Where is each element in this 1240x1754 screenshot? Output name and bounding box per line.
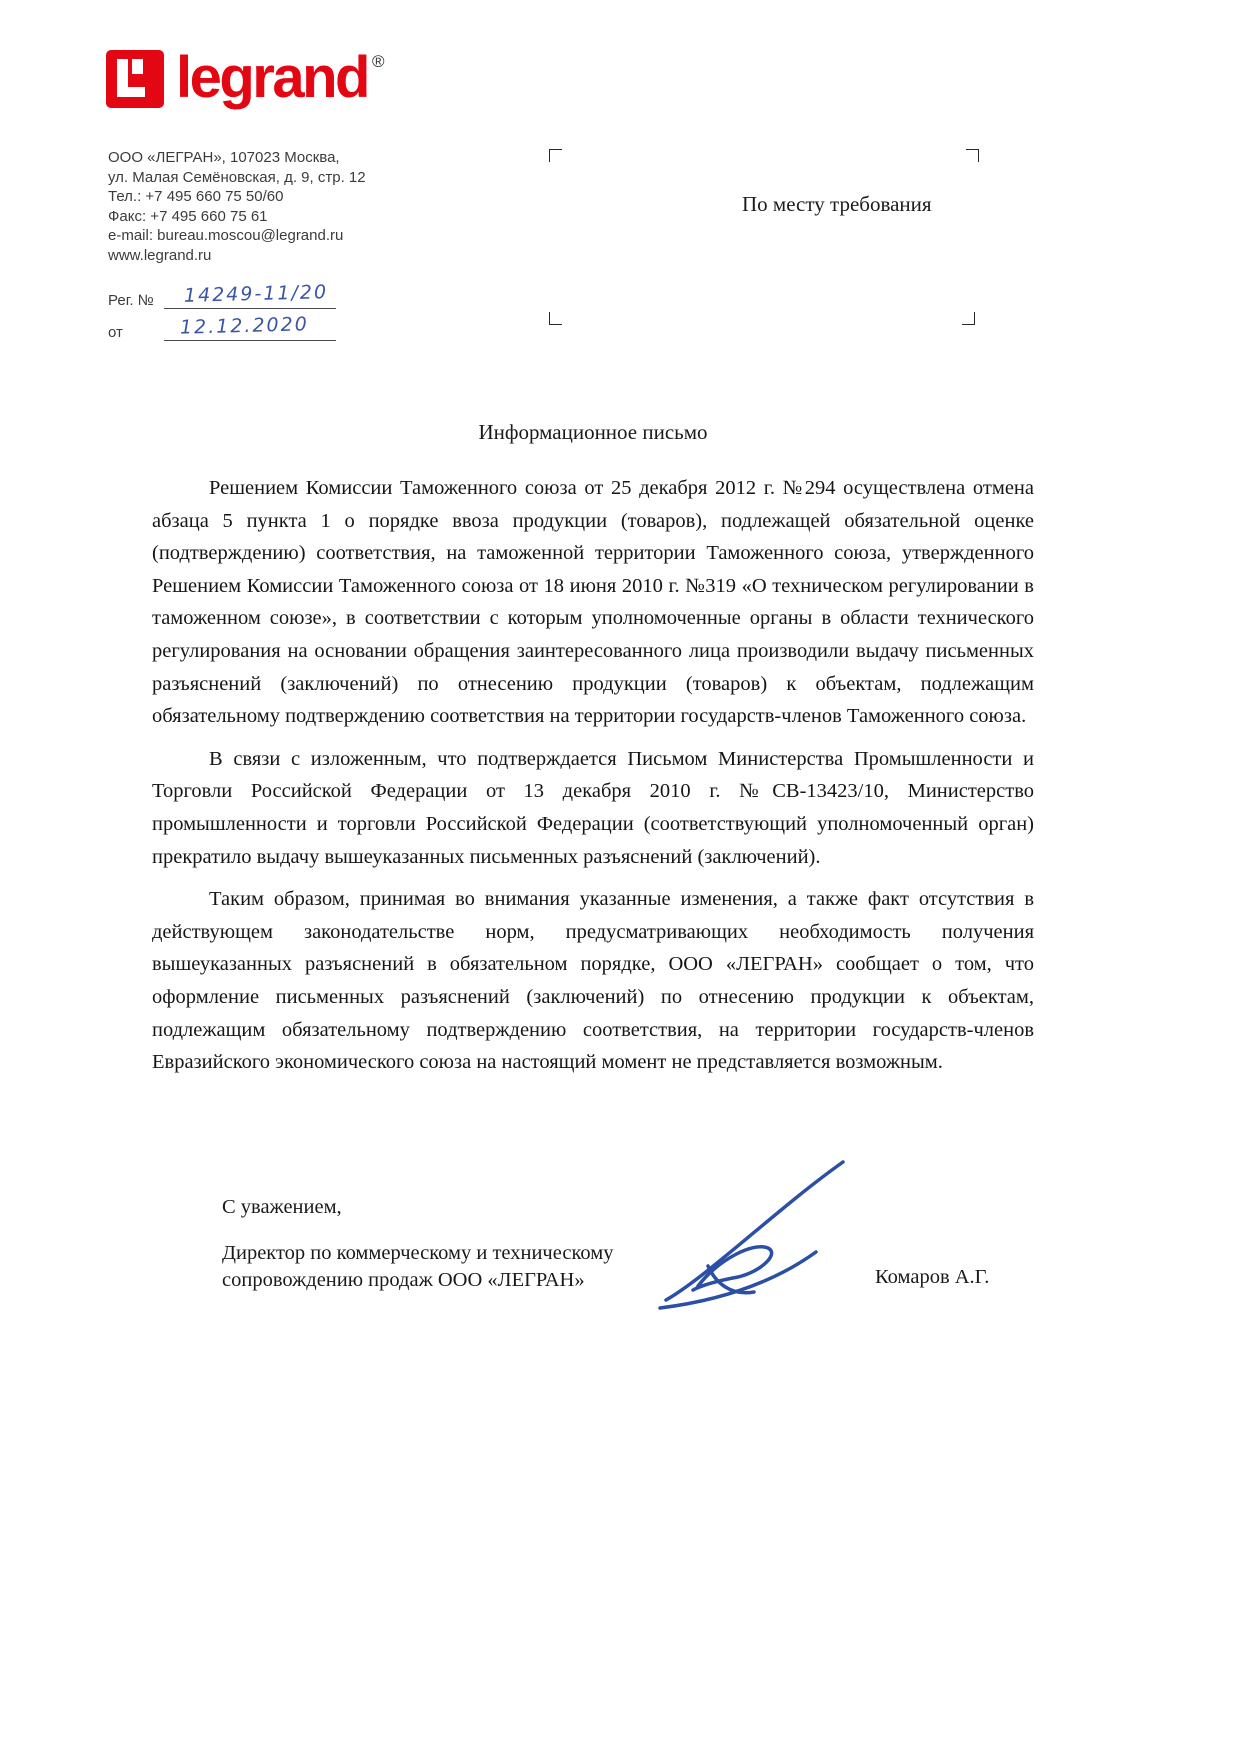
reg-date-label: от bbox=[108, 324, 123, 341]
address-window-corner-mark bbox=[549, 149, 562, 162]
reg-number-label: Рег. № bbox=[108, 292, 154, 309]
signer-name: Комаров А.Г. bbox=[875, 1266, 990, 1288]
reg-number-handwritten-value: 14249-11/20 bbox=[183, 281, 329, 307]
handwritten-signature bbox=[638, 1148, 878, 1323]
recipient-line: По месту требования bbox=[742, 192, 932, 216]
reg-date-handwritten-value: 12.12.2020 bbox=[179, 313, 310, 339]
paragraph: Решением Комиссии Таможенного союза от 25 декабря 2012 г. №294 осуществлена отмена абзаца 5 пункта 1 о порядке ввоза продукции (товаров), подлежащей обязательной оценке (подтверждению) соответствия, на таможенной территории Таможенного союза, утвержденного Решением Комиссии Таможенного союза от 18 июня 2010 г. №319 «О техническом регулировании в таможенном союзе», в соответствии с которым уполномоченные органы в области технического регулирования на основании обращения заинтересованного лица производили выдачу письменных разъяснений (заключений) по отнесению продукции (товаров) к объектам, подлежащим обязательному подтверждению соответствия на территории государств-членов Таможенного союза. bbox=[152, 477, 1034, 728]
letter-body bbox=[152, 472, 1034, 1089]
address-line: Тел.: +7 495 660 75 50/60 bbox=[108, 188, 284, 205]
letter-title: Информационное письмо bbox=[478, 420, 708, 444]
paragraph: Таким образом, принимая во внимания указанные изменения, а также факт отсутствия в действующем законодательстве норм, предусматривающих необходимость получения вышеуказанных разъяснений в обязательном порядке, ООО «ЛЕГРАН» сообщает о том, что оформление письменных разъяснений (заключений) по отнесению продукции к объектам, подлежащим обязательному подтверждению соответствия, на территории государств-членов Евразийского экономического союза на настоящий момент не представляется возможным. bbox=[152, 888, 1034, 1074]
reg-date-underline bbox=[164, 340, 336, 341]
reg-number-underline bbox=[164, 308, 336, 309]
address-window-corner-mark bbox=[549, 312, 562, 325]
address-window-corner-mark bbox=[966, 149, 979, 162]
legrand-logo bbox=[106, 45, 385, 110]
registered-trademark-symbol: ® bbox=[372, 52, 385, 71]
legrand-logo-icon bbox=[106, 50, 164, 108]
paragraph: В связи с изложенным, что подтверждается Письмом Министерства Промышленности и Торговли Российской Федерации от 13 декабря 2010 г. №СВ-13423/10, Министерство промышленности и торговли Российской Федерации (соответствующий уполномоченный орган) прекратило выдачу вышеуказанных письменных разъяснений (заключений). bbox=[152, 747, 1034, 868]
address-line: www.legrand.ru bbox=[108, 246, 212, 264]
address-window-corner-mark bbox=[962, 312, 975, 325]
address-line: ООО «ЛЕГРАН», 107023 Москва, bbox=[108, 149, 340, 166]
signer-title: Директор по коммерческому и техническому сопровождению продаж ООО «ЛЕГРАН» bbox=[222, 1242, 614, 1291]
address-line: ул. Малая Семёновская, д. 9, стр. 12 bbox=[108, 168, 366, 186]
company-address-block bbox=[108, 148, 366, 265]
address-line: e-mail: bureau.moscou@legrand.ru bbox=[108, 227, 344, 244]
legrand-wordmark: legrand bbox=[176, 45, 368, 110]
address-line: Факс: +7 495 660 75 61 bbox=[108, 207, 268, 225]
closing-salutation: С уважением, bbox=[222, 1196, 342, 1218]
